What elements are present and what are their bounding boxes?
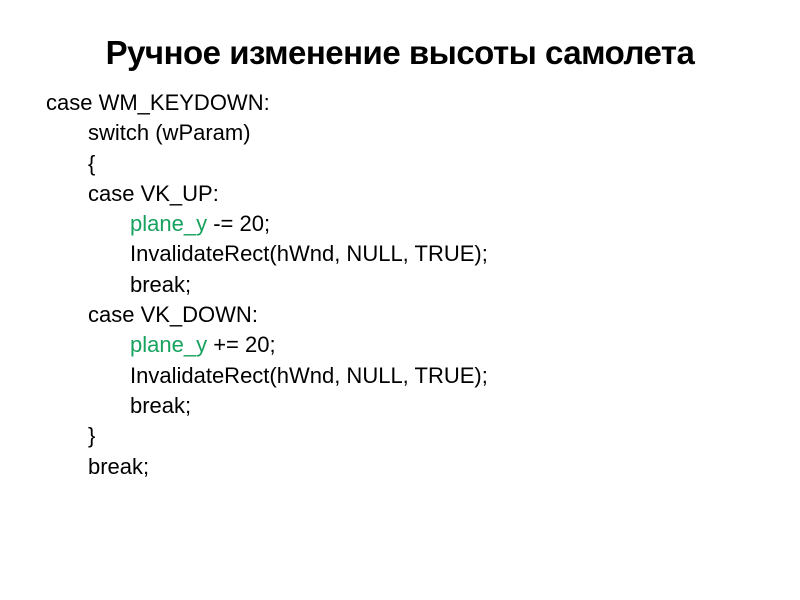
code-text: -= 20;	[207, 211, 271, 237]
code-text: case VK_DOWN:	[88, 302, 258, 328]
code-identifier-green: plane_y	[130, 211, 208, 237]
code-text: break;	[130, 271, 192, 297]
code-line	[46, 118, 488, 148]
code-line	[46, 149, 488, 179]
code-text: += 20;	[207, 332, 276, 358]
code-text: }	[88, 423, 96, 449]
code-block	[46, 88, 488, 482]
code-text: InvalidateRect(hWnd, NULL, TRUE);	[130, 362, 488, 388]
code-text: break;	[130, 392, 192, 418]
code-text: {	[88, 150, 96, 176]
code-line	[46, 330, 488, 360]
code-identifier-green: plane_y	[130, 332, 208, 358]
slide-title: Ручное изменение высоты самолета	[105, 34, 695, 71]
code-text: InvalidateRect(hWnd, NULL, TRUE);	[130, 241, 488, 267]
code-line	[46, 300, 488, 330]
code-text: switch (wParam)	[88, 120, 251, 146]
code-line	[46, 361, 488, 391]
code-text: break;	[88, 453, 150, 479]
code-line	[46, 209, 488, 239]
code-line	[46, 239, 488, 269]
code-text: case VK_UP:	[88, 180, 219, 206]
code-line	[46, 452, 488, 482]
code-line	[46, 179, 488, 209]
code-line	[46, 391, 488, 421]
code-line	[46, 421, 488, 451]
code-line	[46, 270, 488, 300]
code-line	[46, 88, 488, 118]
code-text: case WM_KEYDOWN:	[46, 90, 270, 115]
